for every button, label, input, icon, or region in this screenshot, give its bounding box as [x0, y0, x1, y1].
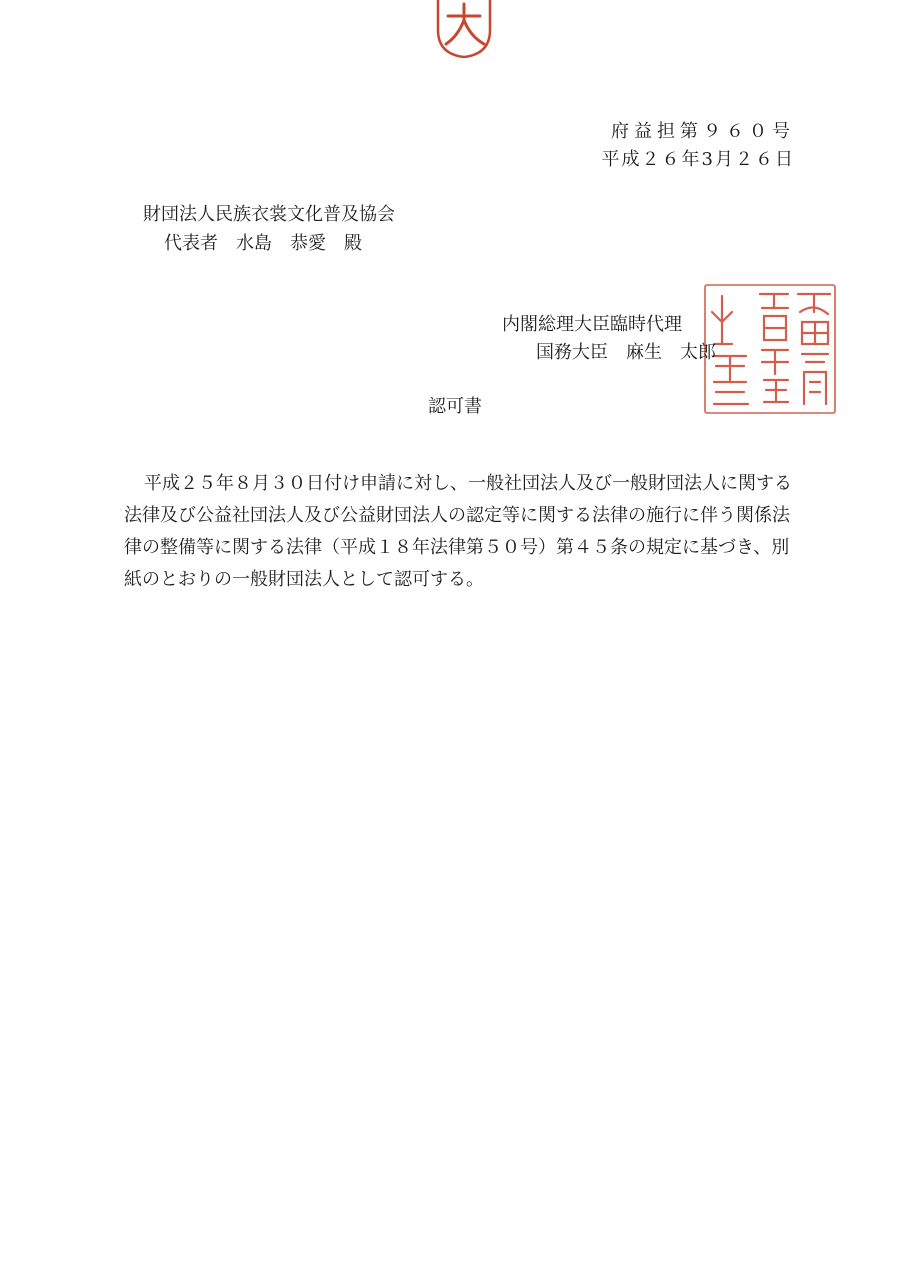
issuer-name: 国務大臣 麻生 太郎	[536, 342, 716, 363]
document-heading: 認可書	[428, 396, 482, 417]
ministry-seal-icon	[434, 0, 494, 58]
cabinet-seal-icon	[702, 282, 838, 416]
issuer-title: 内閣総理大臣臨時代理	[502, 314, 682, 335]
document-number: 府益担第９６０号	[611, 121, 795, 142]
document-date: 平成２６年3月２６日	[601, 149, 795, 170]
recipient-organization: 財団法人民族衣裳文化普及協会	[143, 204, 395, 225]
recipient-representative: 代表者 水島 恭愛 殿	[164, 233, 362, 254]
body-paragraph: 平成２５年８月３０日付け申請に対し、一般社団法人及び一般財団法人に関する法律及び公益社団法人及び公益財団法人の認定等に関する法律の施行に伴う関係法律の整備等に関する法律（平成１８年法律第５０号）第４５条の規定に基づき、別紙のとおりの一般財団法人として認可する。	[124, 473, 792, 590]
